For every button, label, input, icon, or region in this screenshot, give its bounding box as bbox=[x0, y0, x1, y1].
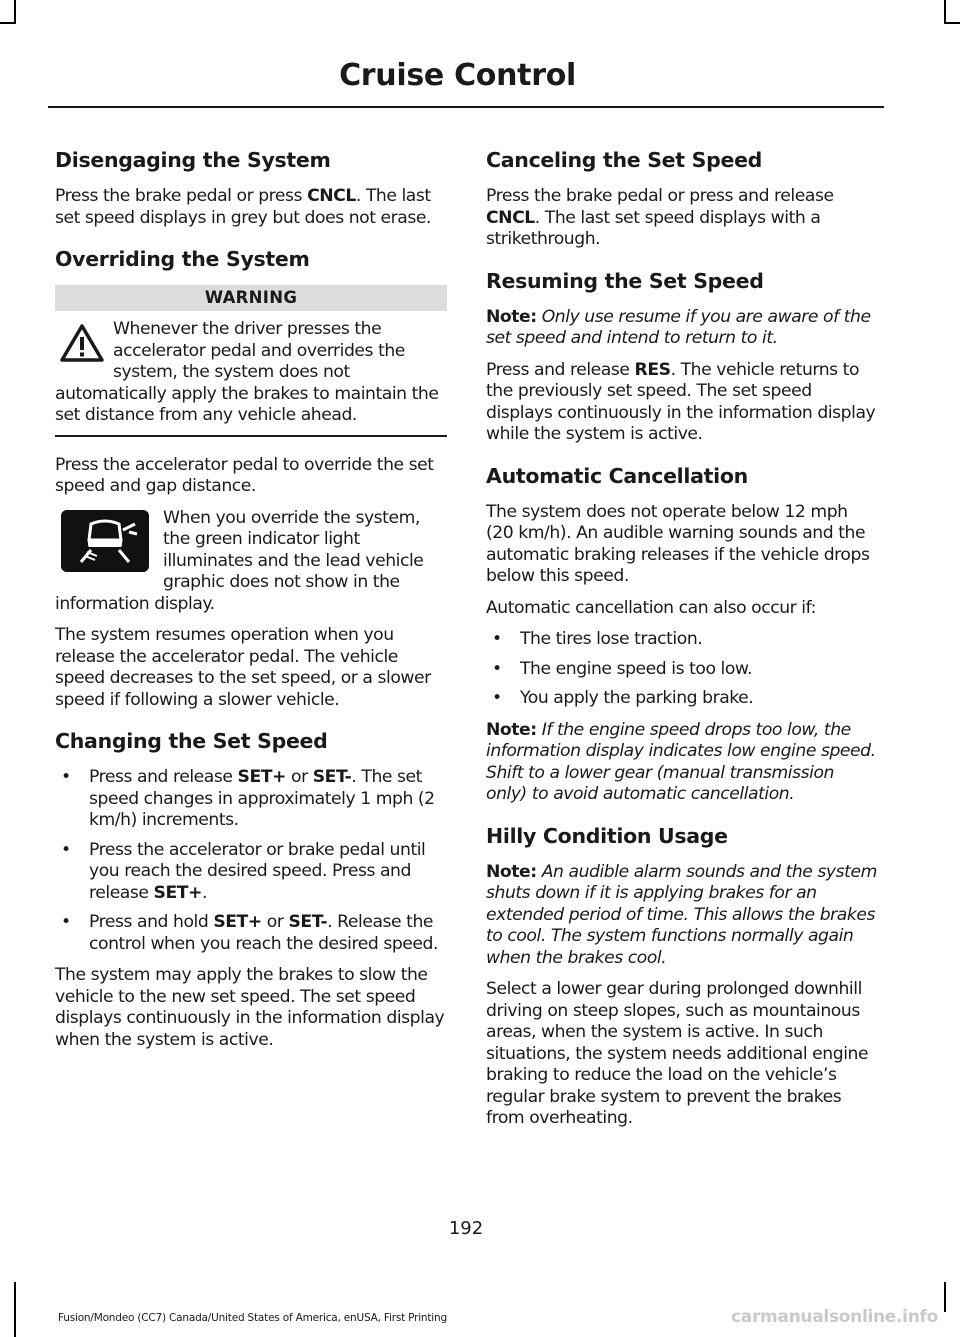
resuming-paragraph: Press and release RES. The vehicle returns to the previously set speed. The set speed displays continuously in the information display while the system is active. bbox=[486, 359, 876, 444]
section-heading-canceling: Canceling the Set Speed bbox=[486, 148, 763, 172]
section-heading-disengaging: Disengaging the System bbox=[55, 148, 331, 172]
override-paragraph-3: The system resumes operation when you release the accelerator pedal. The vehicle speed decreases to the set speed, or a slower speed if following a slower vehicle. bbox=[55, 625, 431, 710]
override-paragraph-2: When you override the system, the green indicator light illuminates and the lead vehicle graphic does not show in the information display. bbox=[55, 507, 424, 614]
resuming-note: Note: Only use resume if you are aware of the set speed and intend to return to it. bbox=[486, 306, 871, 348]
warning-box bbox=[55, 285, 447, 437]
right-column bbox=[486, 138, 878, 1140]
list-item: • Press and hold SET+ or SET-. Release the control when you reach the desired speed. bbox=[55, 912, 447, 955]
hilly-paragraph: Select a lower gear during prolonged downhill driving on steep slopes, such as mountainous areas, when the system is active. In such situations, the system needs additional engine braking to reduce the load on the vehicle’s regular brake system to prevent the brakes from overheating. bbox=[486, 979, 869, 1128]
changing-list bbox=[55, 767, 447, 955]
list-item: • Press and release SET+ or SET-. The set speed changes in approximately 1 mph (2 km/h) increments. bbox=[55, 767, 447, 832]
section-heading-overriding: Overriding the System bbox=[55, 247, 310, 271]
disengaging-paragraph: Press the brake pedal or press CNCL. The last set speed displays in grey but does not erase. bbox=[55, 186, 432, 228]
auto-note: Note: If the engine speed drops too low, the information display indicates low engine speed. Shift to a lower gear (manual transmission only) to avoid automatic cancellation. bbox=[486, 719, 876, 804]
page-number: 192 bbox=[448, 1218, 484, 1239]
warning-body bbox=[55, 311, 447, 437]
crop-mark-top-left bbox=[14, 0, 16, 24]
left-column bbox=[55, 138, 447, 1061]
hilly-note: Note: An audible alarm sounds and the system shuts down if it is applying brakes for an extended period of time. This allows the brakes to cool. The system functions normally again when the brakes cool. bbox=[486, 861, 877, 968]
section-heading-changing: Changing the Set Speed bbox=[55, 729, 328, 753]
footer-text: Fusion/Mondeo (CC7) Canada/United States of America, enUSA, First Printing bbox=[58, 1312, 447, 1324]
crop-mark-top-left-h bbox=[0, 22, 16, 24]
crop-mark-bottom-left bbox=[14, 1282, 16, 1337]
warning-label: WARNING bbox=[55, 285, 447, 311]
watermark: carmanualsonline.info bbox=[731, 1307, 938, 1327]
warning-text: Whenever the driver presses the accelerator pedal and overrides the system, the system does not automatically apply the brakes to maintain the set distance from any vehicle ahead. bbox=[55, 319, 439, 425]
page-title: Cruise Control bbox=[339, 58, 576, 93]
section-heading-automatic-cancellation: Automatic Cancellation bbox=[486, 463, 748, 488]
warning-triangle-icon bbox=[59, 323, 105, 363]
auto-paragraph-2: Automatic cancellation can also occur if: bbox=[486, 597, 816, 618]
list-item: • You apply the parking brake. bbox=[486, 688, 878, 710]
auto-paragraph-1: The system does not operate below 12 mph (20 km/h). An audible warning sounds and the automatic braking releases if the vehicle drops below this speed. bbox=[486, 501, 870, 586]
override-paragraph-1: Press the accelerator pedal to override the set speed and gap distance. bbox=[55, 454, 434, 496]
section-heading-resuming: Resuming the Set Speed bbox=[486, 268, 764, 293]
section-heading-hilly: Hilly Condition Usage bbox=[486, 823, 728, 848]
changing-paragraph: The system may apply the brakes to slow the vehicle to the new set speed. The set speed displays continuously in the information display when the system is active. bbox=[55, 965, 445, 1050]
header-divider bbox=[48, 106, 884, 108]
crop-mark-top-right-h bbox=[944, 22, 960, 24]
adaptive-cruise-indicator-icon bbox=[61, 510, 149, 572]
crop-mark-bottom-right bbox=[944, 1282, 946, 1312]
auto-list bbox=[486, 629, 878, 710]
list-item: • The tires lose traction. bbox=[486, 629, 878, 651]
list-item: • The engine speed is too low. bbox=[486, 659, 878, 681]
canceling-paragraph: Press the brake pedal or press and release CNCL. The last set speed displays with a strikethrough. bbox=[486, 186, 834, 249]
list-item: • Press the accelerator or brake pedal until you reach the desired speed. Press and release SET+. bbox=[55, 840, 447, 905]
override-indicator-block bbox=[55, 508, 447, 616]
crop-mark-top-right bbox=[944, 0, 946, 24]
